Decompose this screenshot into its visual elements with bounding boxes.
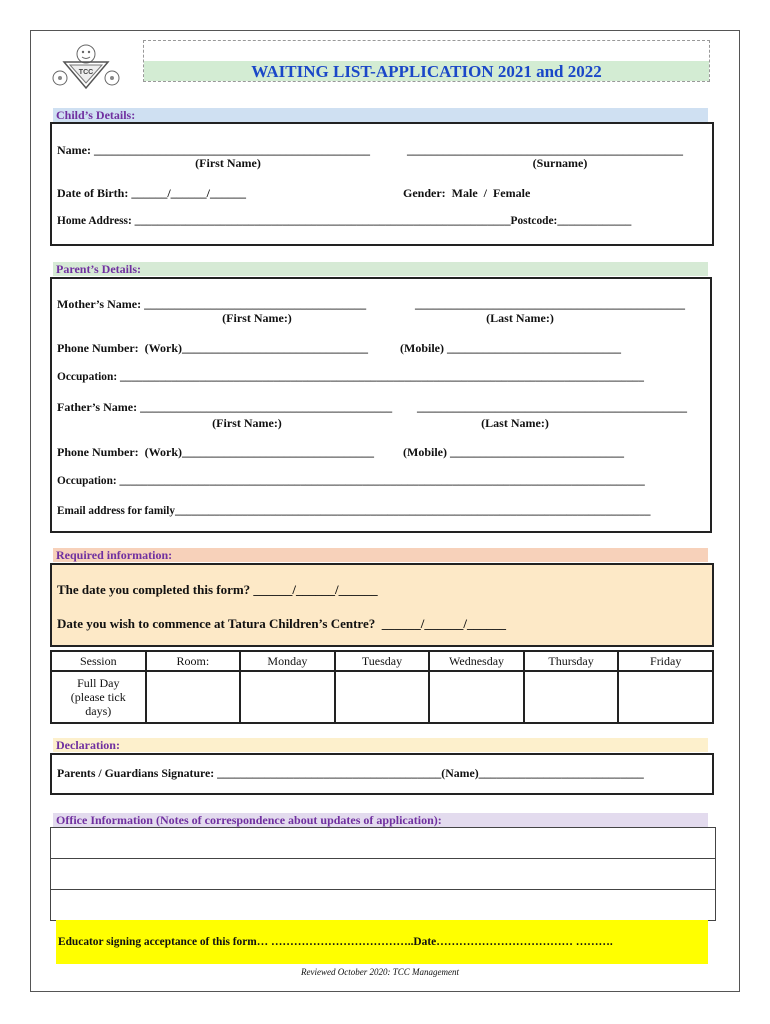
schedule-header-friday: Friday bbox=[618, 651, 713, 671]
father-last-name-field[interactable]: _____________________________________________ bbox=[417, 400, 687, 414]
mother-occupation-field[interactable]: Occupation: ____________________________________________________________________________________________ bbox=[57, 371, 644, 383]
office-info-header: Office Information (Notes of correspondence about updates of application): bbox=[53, 813, 708, 827]
date-completed-field[interactable]: The date you completed this form? ______/______/______ bbox=[57, 582, 378, 597]
first-name-label: (First Name) bbox=[195, 156, 261, 170]
father-first-name-field[interactable]: Father’s Name: __________________________________________ bbox=[57, 400, 393, 414]
office-note-row[interactable] bbox=[51, 859, 715, 890]
schedule-header-wednesday: Wednesday bbox=[429, 651, 524, 671]
monday-cell[interactable] bbox=[240, 671, 335, 723]
dob-field[interactable]: Date of Birth: ______/______/______ bbox=[57, 186, 246, 200]
child-details-box bbox=[50, 122, 714, 246]
session-schedule-table bbox=[50, 650, 714, 724]
full-day-label-line: days) bbox=[85, 704, 112, 718]
full-day-label-line: Full Day bbox=[77, 676, 120, 690]
schedule-header-tuesday: Tuesday bbox=[335, 651, 430, 671]
required-info-header: Required information: bbox=[53, 548, 708, 562]
surname-label: (Surname) bbox=[532, 156, 588, 170]
wednesday-cell[interactable] bbox=[429, 671, 524, 723]
father-last-name-label: (Last Name:) bbox=[481, 416, 549, 430]
room-cell[interactable] bbox=[146, 671, 241, 723]
schedule-header-monday: Monday bbox=[240, 651, 335, 671]
mother-first-name-field[interactable]: Mother’s Name: _____________________________________ bbox=[57, 297, 367, 311]
office-note-row[interactable] bbox=[51, 890, 715, 920]
educator-signing-field[interactable]: Educator signing acceptance of this form… ………………………………..Date……………………………… ………. bbox=[58, 936, 613, 948]
mother-last-name-field[interactable]: _____________________________________________ bbox=[415, 297, 685, 311]
date-commence-field[interactable]: Date you wish to commence at Tatura Children’s Centre? ______/______/______ bbox=[57, 616, 506, 631]
home-address-field[interactable]: Home Address: __________________________________________________________________Postcode:_____________ bbox=[57, 215, 632, 227]
schedule-header-thursday: Thursday bbox=[524, 651, 619, 671]
title-bar bbox=[143, 40, 710, 82]
footer-review-note: Reviewed October 2020: TCC Management bbox=[301, 967, 459, 977]
mother-work-phone-field[interactable]: Phone Number: (Work)_______________________________ bbox=[57, 341, 368, 355]
signature-field[interactable]: Parents / Guardians Signature: ______________________________________(Name)____________________________ bbox=[57, 766, 644, 780]
required-info-box bbox=[50, 563, 714, 647]
mother-first-name-label: (First Name:) bbox=[222, 311, 292, 325]
child-surname-field[interactable]: ______________________________________________ bbox=[407, 143, 683, 157]
declaration-header: Declaration: bbox=[53, 738, 708, 752]
schedule-full-day-row bbox=[51, 671, 713, 723]
gender-field[interactable]: Gender: Male / Female bbox=[403, 186, 531, 200]
svg-text:TCC: TCC bbox=[78, 69, 94, 76]
page-title: WAITING LIST-APPLICATION 2021 and 2022 bbox=[251, 62, 602, 81]
parent-details-header: Parent’s Details: bbox=[53, 262, 708, 276]
child-details-header: Child’s Details: bbox=[53, 108, 708, 122]
tcc-logo bbox=[50, 40, 122, 90]
office-notes-rows bbox=[50, 827, 716, 921]
family-email-field[interactable]: Email address for family_____________________________________________________________________________________ bbox=[57, 505, 651, 517]
tuesday-cell[interactable] bbox=[335, 671, 430, 723]
father-mobile-field[interactable]: (Mobile) _____________________________ bbox=[403, 445, 624, 459]
full-day-label bbox=[51, 671, 146, 723]
thursday-cell[interactable] bbox=[524, 671, 619, 723]
schedule-header-room: Room: bbox=[146, 651, 241, 671]
father-first-name-label: (First Name:) bbox=[212, 416, 282, 430]
child-name-field[interactable]: Name: ______________________________________________ bbox=[57, 143, 370, 157]
friday-cell[interactable] bbox=[618, 671, 713, 723]
office-note-row[interactable] bbox=[51, 828, 715, 859]
schedule-header-row bbox=[51, 651, 713, 671]
mother-mobile-field[interactable]: (Mobile) _____________________________ bbox=[400, 341, 621, 355]
father-work-phone-field[interactable]: Phone Number: (Work)________________________________ bbox=[57, 445, 374, 459]
full-day-label-line: (please tick bbox=[70, 690, 126, 704]
father-occupation-field[interactable]: Occupation: _____________________________________________________________________________________________ bbox=[57, 475, 645, 487]
schedule-header-session: Session bbox=[51, 651, 146, 671]
mother-last-name-label: (Last Name:) bbox=[486, 311, 554, 325]
